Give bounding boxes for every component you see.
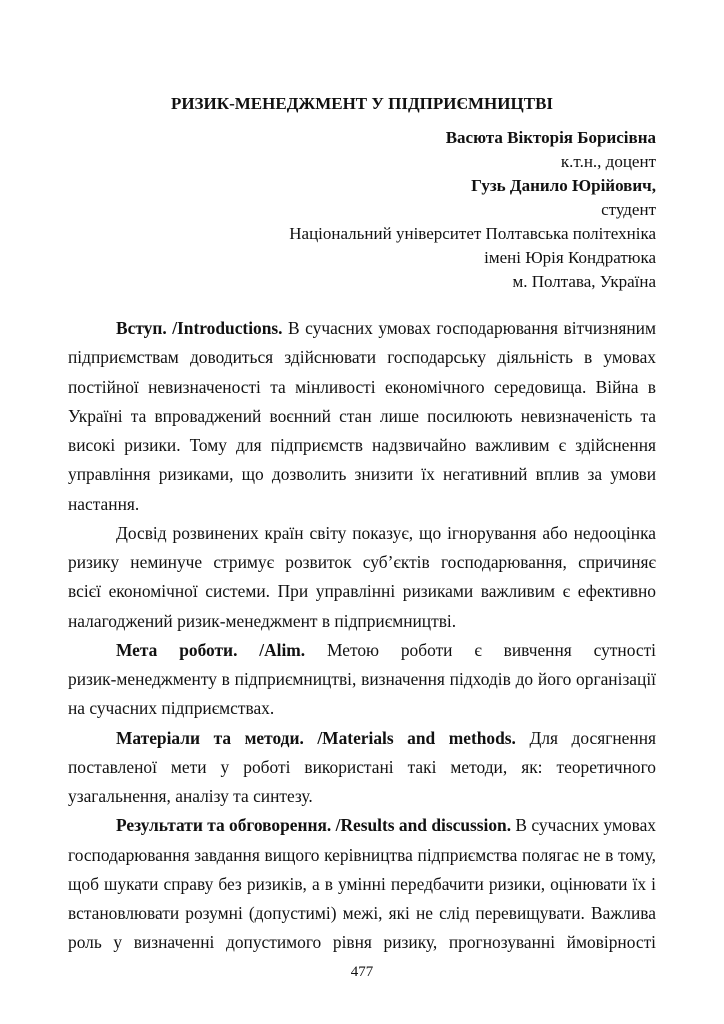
line-text: щоб шукати справу без ризиків, а в умінні передбачити ризики, оцінювати їх і	[68, 873, 656, 894]
section-heading: Мета роботи. /Alim.	[116, 639, 306, 660]
paragraph	[68, 519, 656, 636]
text-line	[68, 314, 656, 343]
line-text: В сучасних умовах	[511, 815, 656, 836]
text-line	[68, 402, 656, 431]
line-text: всієї економічної системи. При управлінні ризиками важливим є ефективно	[68, 581, 656, 602]
paragraph	[68, 724, 656, 812]
text-line	[68, 431, 656, 460]
line-text: Україні та впроваджений воєнний стан лише посилюють невизначеність та	[68, 405, 656, 426]
line-text: роль у визначенні допустимого рівня ризику, прогнозуванні ймовірності	[68, 932, 656, 953]
line-text: на сучасних підприємствах.	[68, 698, 275, 719]
text-line	[68, 753, 656, 782]
author-affiliation: Національний університет Полтавська політехніка	[289, 224, 656, 243]
text-line	[68, 636, 656, 665]
text-line	[68, 460, 656, 489]
line-text: ризик-менеджменту в підприємництві, визначення підходів до його організації	[68, 669, 656, 689]
line-text: В сучасних умовах господарювання вітчизняним	[282, 318, 656, 338]
line-text: Метою роботи є вивчення сутності	[305, 639, 656, 660]
author-affiliation: студент	[601, 200, 656, 219]
text-line	[68, 343, 656, 372]
author-name: Васюта Вікторія Борисівна	[445, 128, 656, 147]
author-block	[289, 126, 656, 294]
paragraph	[68, 636, 656, 724]
author-affiliation: м. Полтава, Україна	[512, 272, 656, 291]
text-line	[68, 841, 656, 870]
text-line	[68, 694, 656, 723]
author-affiliation: імені Юрія Кондратюка	[484, 248, 656, 267]
text-line	[68, 899, 656, 928]
text-line	[68, 607, 656, 636]
text-line	[68, 373, 656, 402]
line-text: встановлювати розумні (допустимі) межі, які не слід перевищувати. Важлива	[68, 903, 656, 923]
section-heading: Результати та обговорення. /Results and discussion.	[116, 815, 512, 836]
line-text: управління ризиками, що дозволить знизити їх негативний вплив за умови	[68, 464, 656, 485]
text-line	[68, 928, 656, 957]
text-line	[68, 724, 656, 753]
document-title: РИЗИК-МЕНЕДЖМЕНТ У ПІДПРИЄМНИЦТВІ	[170, 94, 554, 113]
line-text: високі ризики. Тому для підприємств надзвичайно важливим є здійснення	[68, 435, 656, 455]
text-line	[68, 811, 656, 840]
paragraph	[68, 811, 656, 957]
line-text: налагоджений ризик-менеджмент в підприємництві.	[68, 610, 457, 631]
line-text: настання.	[68, 493, 140, 514]
text-line	[68, 577, 656, 606]
line-text: підприємствам доводиться здійснювати господарську діяльність в умовах	[68, 347, 656, 368]
text-line	[68, 782, 656, 811]
line-text: Досвід розвинених країн світу показує, що ігнорування або недооцінка	[116, 522, 656, 543]
text-line	[68, 548, 656, 577]
text-line	[68, 870, 656, 899]
text-line	[68, 519, 656, 548]
line-text: поставленої мети у роботі використані такі методи, як: теоретичного	[68, 756, 656, 777]
text-line	[68, 665, 656, 694]
document-body	[68, 314, 656, 958]
line-text: постійної невизначеності та мінливості економічного середовища. Війна в	[68, 376, 656, 397]
line-text: ризику неминуче стримує розвиток суб’єктів господарювання, спричиняє	[68, 552, 656, 572]
page-number: 477	[350, 964, 374, 980]
paragraph	[68, 314, 656, 519]
author-affiliation: к.т.н., доцент	[560, 152, 656, 171]
section-heading: Вступ. /Introductions.	[116, 318, 283, 338]
section-heading: Матеріали та методи. /Materials and methods.	[116, 727, 516, 748]
line-text: Для досягнення	[515, 727, 656, 748]
author-name: Гузь Данило Юрійович,	[471, 176, 656, 195]
text-line	[68, 490, 656, 519]
line-text: господарювання завдання вищого керівництва підприємства полягає не в тому,	[68, 844, 656, 865]
line-text: узагальнення, аналізу та синтезу.	[68, 786, 313, 806]
